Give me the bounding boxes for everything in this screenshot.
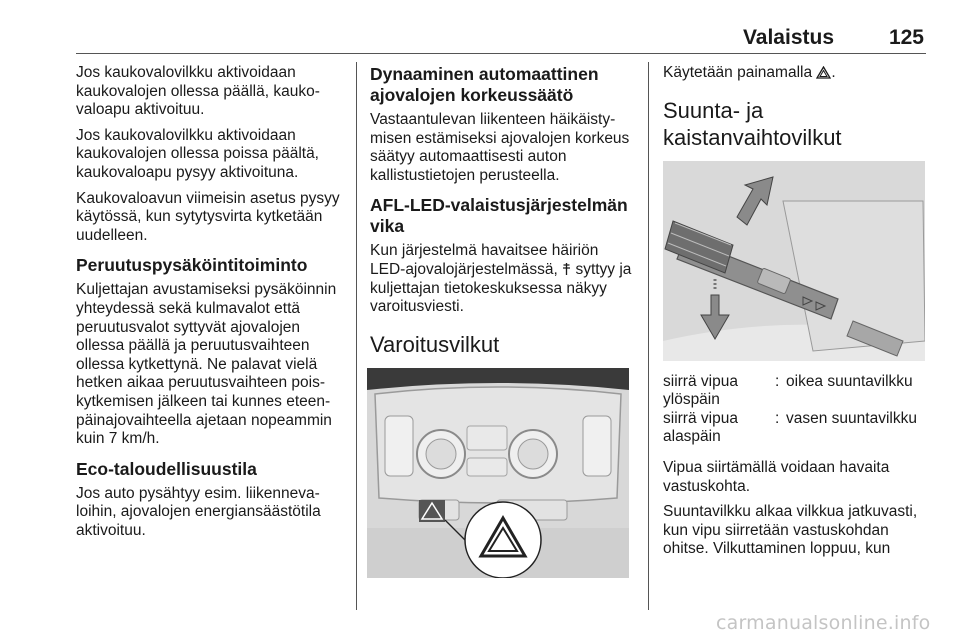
paragraph: Jos kaukovalovilkku aktivoidaan kaukovalojen ollessa päällä, kaukovaloapu aktivoituu. [76,64,320,119]
turn-signal-lever-illustration [663,161,925,361]
section-title: Varoitusvilkut [370,331,500,357]
paragraph [370,242,636,316]
table-row [663,373,917,410]
paragraph-text: Kun järjestelmä havaitsee häiriön LED-ajovalojärjestelmässä, [370,242,599,278]
watermark: carmanualsonline.info [716,612,931,634]
page-number: 125 [888,26,924,49]
table-cell: siirrä vipua alaspäin [663,409,738,446]
page-header [76,26,926,56]
column-2 [370,64,636,578]
lever-directions-table [663,373,917,447]
paragraph-text: . [831,64,836,81]
hazard-switch-illustration [367,368,629,578]
chapter-title: Valaistus [742,26,834,49]
paragraph: Jos auto pysähtyy esim. liikennevaloihin, ajovalojen energiansäästötila aktivoituu. [76,484,321,539]
dashboard-drawing [367,368,629,578]
paragraph: Vastaantulevan liikenteen häikäistymisen estämiseksi ajovalojen korkeus säätyy automaattisesti auton kallistustietojen perusteella. [370,111,630,184]
paragraph-text: Käytetään painamalla [663,64,813,81]
section-heading: Dynaaminen automaattinen ajovalojen korkeussäätö [370,64,599,105]
section-heading: Eco-taloudellisuustila [76,458,257,479]
paragraph: Vipua siirtämällä voidaan havaita vastuskohta. [663,458,890,495]
table-cell: : [775,372,780,390]
section-heading: AFL-LED-valaistusjärjestelmän vika [370,195,628,237]
paragraph: Jos kaukovalovilkku aktivoidaan kaukovalojen ollessa poissa päältä, kaukovaloapu pysyy aktivoituna. [76,126,319,181]
paragraph: Suuntavilkku alkaa vilkkua jatkuvasti, kun vipu siirretään vastuskohdan ohitse. Vilkuttaminen loppuu, kun [663,503,918,558]
paragraph: Kaukovaloavun viimeisin asetus pysyy käytössä, kun sytytysvirta kytketään uudelleen. [76,189,340,244]
hazard-warning-icon [816,66,831,79]
header-rule [76,53,926,54]
table-row [663,410,917,447]
section-title: Suunta- ja kaistanvaihtovilkut [663,97,842,150]
table-cell: siirrä vipua ylöspäin [663,372,738,409]
table-cell: vasen suuntavilkku [786,409,917,427]
lever-drawing [663,161,925,361]
column-3 [663,64,928,566]
paragraph-text: syttyy ja kuljettajan tietokeskuksessa näkyy varoitusviesti. [370,260,632,316]
column-divider-1 [356,62,357,610]
table-cell: oikea suuntavilkku [786,372,913,390]
paragraph [663,64,928,83]
headlight-leveling-icon [562,262,571,276]
table-cell: : [775,409,780,427]
paragraph: Kuljettajan avustamiseksi pysäköinnin yhteydessä sekä kulmavalot että peruutusvalot syttyvät ajovalojen ollessa päällä ja peruutusvaihteen ollessa kytkettynä. Ne palavat vielä hetken aikaa peruutusvaihteen poiskytkemisen jälkeen tai kunnes eteenpäinajovaihteella ajetaan nopeammin kuin 7 km/h. [76,281,337,448]
column-divider-2 [648,62,649,610]
section-heading: Peruutuspysäköintitoiminto [76,255,308,276]
column-1 [76,64,348,547]
